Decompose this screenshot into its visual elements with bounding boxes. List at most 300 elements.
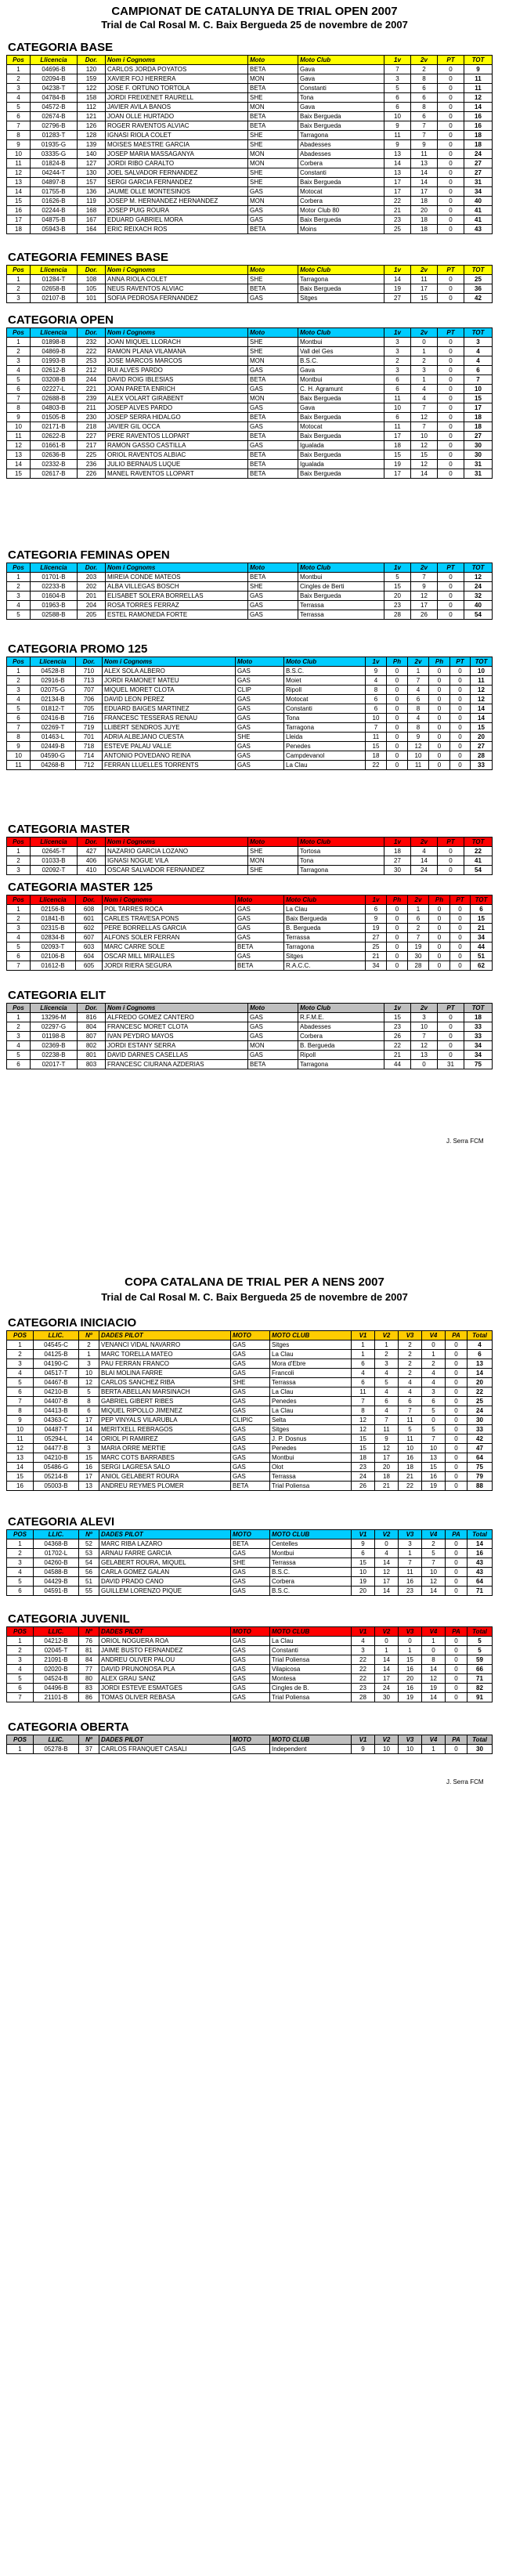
table-row [7, 1397, 493, 1406]
table-cell: 15 [7, 469, 31, 479]
table-cell: 26 [352, 1482, 375, 1491]
table-cell: 01701-B [31, 573, 78, 582]
table-cell: BETA [236, 961, 284, 971]
table-cell: GAS [248, 187, 298, 197]
table-cell: 0 [446, 1637, 467, 1646]
table-row [7, 1558, 493, 1568]
table-cell: 0 [446, 1463, 467, 1472]
table-cell: 02094-B [31, 74, 78, 84]
table-cell: BLAI MOLINA FARRE [99, 1369, 231, 1378]
table-cell: Constanti [298, 168, 384, 178]
table-row [7, 952, 493, 961]
table-cell: 22 [352, 1665, 375, 1674]
table-cell: 79 [467, 1472, 493, 1482]
table-cell: Tarragona [284, 942, 366, 952]
table-cell: 7 [7, 723, 31, 733]
table-cell: 14 [375, 1665, 399, 1674]
table-row [7, 924, 493, 933]
table-cell: GAS [231, 1568, 270, 1577]
table-cell: 0 [429, 733, 450, 742]
table-row [7, 385, 493, 394]
table-cell: 8 [411, 74, 438, 84]
table-cell: 0 [446, 1369, 467, 1378]
table-cell: BETA [248, 65, 298, 74]
table-row [7, 1463, 493, 1472]
table-cell: 9 [366, 914, 387, 924]
table-cell: 03208-B [31, 375, 78, 385]
table-row [7, 112, 493, 121]
table-cell: 6 [411, 93, 438, 103]
table-cell: 64 [467, 1577, 493, 1586]
table-cell: GAS [231, 1435, 270, 1444]
table-cell: 12 [411, 592, 438, 601]
table-cell: MON [248, 150, 298, 159]
table-cell: 0 [450, 933, 471, 942]
table-cell: 230 [78, 413, 106, 422]
table-header-row [7, 1004, 493, 1013]
table-cell: 0 [446, 1435, 467, 1444]
table-cell: 5 [7, 375, 31, 385]
table-cell: 4 [375, 1369, 399, 1378]
table-row [7, 573, 493, 582]
table-cell: 18 [384, 441, 411, 450]
table-cell: 9 [7, 413, 31, 422]
table-cell: Ripoll [298, 1051, 384, 1060]
table-cell: DAVID DARNES CASELLAS [106, 1051, 248, 1060]
table-cell: 0 [446, 1387, 467, 1397]
table-row [7, 1577, 493, 1586]
table-cell: 33 [471, 761, 493, 770]
table-cell: 236 [78, 460, 106, 469]
table-cell: 0 [438, 187, 464, 197]
table-cell: 02171-B [31, 422, 78, 432]
header-cell: Moto Club [298, 1004, 384, 1013]
table-cell: 30 [464, 441, 493, 450]
table-row [7, 1416, 493, 1425]
table-cell: 18 [464, 1013, 493, 1022]
table-cell: 0 [387, 667, 408, 676]
table-cell: 6 [352, 1549, 375, 1558]
table-cell: BETA [248, 469, 298, 479]
table-cell: 27 [384, 294, 411, 303]
table-cell: OSCAR MILL MIRALLES [103, 952, 236, 961]
table-cell: 12 [411, 1041, 438, 1051]
table-cell: 02075-G [31, 686, 76, 695]
table-cell: 21 [384, 1051, 411, 1060]
table-row [7, 294, 493, 303]
header-cell: Nº [79, 1331, 99, 1340]
table-cell: Terrassa [270, 1472, 352, 1482]
table-cell: 16 [7, 1482, 34, 1491]
header-cell: Nom i Cognoms [103, 895, 236, 905]
table-row [7, 215, 493, 225]
table-cell: 9 [411, 582, 438, 592]
table-cell: CLIPIC [231, 1416, 270, 1425]
table-cell: Baix Bergueda [298, 112, 384, 121]
table-row [7, 178, 493, 187]
table-cell: 19 [352, 1577, 375, 1586]
table-row [7, 933, 493, 942]
table-cell: 0 [438, 197, 464, 206]
table-cell: 0 [446, 1406, 467, 1416]
table-cell: 47 [467, 1444, 493, 1453]
table-cell: JOSEP SERRA HIDALGO [106, 413, 248, 422]
table-cell: 34 [464, 1041, 493, 1051]
table-cell: 0 [438, 432, 464, 441]
table-row [7, 74, 493, 84]
table-cell: 608 [76, 905, 103, 914]
table-cell: 136 [78, 187, 106, 197]
table-cell: 8 [7, 403, 31, 413]
table-cell: 14 [375, 1586, 399, 1596]
table-cell: BETA [248, 375, 298, 385]
table-cell: 0 [450, 952, 471, 961]
table-cell: MON [248, 856, 298, 866]
table-cell: 18 [411, 215, 438, 225]
table-cell: 11 [411, 150, 438, 159]
table-cell: JAIME BUSTO FERNANDEZ [99, 1646, 231, 1655]
header-cell: POS [7, 1530, 34, 1539]
table-cell: BETA [248, 432, 298, 441]
table-cell: B.S.C. [284, 667, 366, 676]
table-cell: 01033-B [31, 856, 78, 866]
table-cell: 4 [464, 347, 493, 356]
table-cell: 0 [429, 914, 450, 924]
table-row [7, 1013, 493, 1022]
table-cell: GAS [231, 1463, 270, 1472]
table-cell: 3 [7, 1655, 34, 1665]
header-cell: TOT [464, 1004, 493, 1013]
header-cell: Pos [7, 1004, 31, 1013]
table-cell: EDUARD BAIGES MARTINEZ [103, 704, 236, 714]
table-cell: 30 [464, 450, 493, 460]
table-cell: 803 [78, 1060, 106, 1069]
table-cell: 80 [79, 1674, 99, 1684]
table-cell: 91 [467, 1693, 493, 1702]
table-cell: 0 [438, 347, 464, 356]
table-cell: 04528-B [31, 667, 76, 676]
table-cell: 1 [408, 905, 429, 914]
table-cell: ALEX VOLART GIRABENT [106, 394, 248, 403]
table-cell: 15 [352, 1558, 375, 1568]
header-cell: MOTO CLUB [270, 1627, 352, 1637]
table-cell: 0 [450, 905, 471, 914]
table-cell: 02227-L [31, 385, 78, 394]
table-cell: 88 [467, 1482, 493, 1491]
table-cell: 4 [422, 1369, 446, 1378]
table-cell: BETA [248, 413, 298, 422]
category-title: CATEGORIA ELIT [8, 989, 106, 1002]
table-cell: 1 [7, 65, 31, 74]
table-cell: GAS [231, 1425, 270, 1435]
table-row [7, 394, 493, 403]
table-cell: 0 [446, 1425, 467, 1435]
table-cell: Vall del Ges [298, 347, 384, 356]
table-cell: 71 [467, 1674, 493, 1684]
header-cell: Moto Club [284, 895, 366, 905]
table-cell: Montbui [298, 375, 384, 385]
table-cell: 16 [7, 206, 31, 215]
table-cell: SHE [248, 847, 298, 856]
table-cell: 04238-T [31, 84, 78, 93]
header-cell: TOT [471, 895, 493, 905]
table-cell: 17 [375, 1577, 399, 1586]
table-cell: 0 [438, 74, 464, 84]
table-cell: GAS [236, 667, 284, 676]
table-cell: 10 [384, 112, 411, 121]
table-cell: 8 [411, 103, 438, 112]
table-row [7, 1359, 493, 1369]
table-cell: 8 [7, 733, 31, 742]
table-cell: 76 [79, 1637, 99, 1646]
table-row [7, 284, 493, 294]
table-cell: 02269-T [31, 723, 76, 733]
table-cell: Abadesses [298, 1022, 384, 1032]
table-cell: 0 [429, 933, 450, 942]
table-cell: 140 [78, 150, 106, 159]
table-cell: 0 [387, 761, 408, 770]
table-cell: 02622-B [31, 432, 78, 441]
table-cell: 16 [79, 1463, 99, 1472]
table-cell: 0 [446, 1359, 467, 1369]
table-cell: 02449-B [31, 742, 76, 751]
table-cell: 244 [78, 375, 106, 385]
table-cell: 2 [399, 1359, 422, 1369]
table-cell: B. Bergueda [284, 924, 366, 933]
table-cell: GAS [231, 1693, 270, 1702]
results-table [6, 265, 493, 303]
table-cell: 12 [7, 1444, 34, 1453]
table-cell: JOAN OLLE HURTADO [106, 112, 248, 121]
header-cell: DADES PILOT [99, 1530, 231, 1539]
table-cell: 11 [7, 761, 31, 770]
table-cell: CARLOS JORDA POYATOS [106, 65, 248, 74]
table-cell: 10 [399, 1745, 422, 1754]
table-cell: 203 [78, 573, 106, 582]
table-cell: 14 [411, 168, 438, 178]
table-cell: 227 [78, 432, 106, 441]
table-cell: VENANCI VIDAL NAVARRO [99, 1340, 231, 1350]
table-cell: MARC TORELLA MATEO [99, 1350, 231, 1359]
table-cell: 0 [438, 121, 464, 131]
table-cell: 36 [464, 284, 493, 294]
table-cell: 0 [438, 1022, 464, 1032]
table-cell: 0 [438, 582, 464, 592]
table-cell: 5 [79, 1387, 99, 1397]
table-cell: SHE [236, 733, 284, 742]
header-cell: V1 [352, 1331, 375, 1340]
table-cell: BETA [248, 573, 298, 582]
table-cell: 27 [384, 856, 411, 866]
table-cell: 14 [471, 714, 493, 723]
table-cell: 9 [7, 140, 31, 150]
table-cell: 204 [78, 601, 106, 610]
table-cell: 75 [467, 1463, 493, 1472]
table-cell: JAUME OLLE MONTESINOS [106, 187, 248, 197]
table-row [7, 1387, 493, 1397]
table-cell: 25 [384, 225, 411, 234]
table-cell: 10 [411, 1022, 438, 1032]
table-cell: 1 [79, 1350, 99, 1359]
table-cell: 714 [76, 751, 103, 761]
table-cell: 253 [78, 356, 106, 366]
table-cell: 0 [450, 723, 471, 733]
table-cell: 705 [76, 704, 103, 714]
table-cell: 121 [78, 112, 106, 121]
table-cell: 601 [76, 914, 103, 924]
table-cell: 0 [438, 1013, 464, 1022]
table-cell: 0 [438, 103, 464, 112]
table-cell: 7 [408, 676, 429, 686]
table-cell: 7 [411, 403, 438, 413]
table-cell: 801 [78, 1051, 106, 1060]
table-cell: 28 [352, 1693, 375, 1702]
table-cell: MARC COTS BARRABES [99, 1453, 231, 1463]
table-cell: 33 [464, 1032, 493, 1041]
header-cell: 2v [408, 895, 429, 905]
table-cell: 02092-T [31, 866, 78, 875]
table-cell: 15 [471, 914, 493, 924]
table-cell: 0 [450, 924, 471, 933]
table-cell: ALFREDO GOMEZ CANTERO [106, 1013, 248, 1022]
table-cell: 212 [78, 366, 106, 375]
table-cell: 02244-B [31, 206, 78, 215]
header-cell: 2v [411, 266, 438, 275]
table-row [7, 742, 493, 751]
header-cell: TOT [464, 56, 493, 65]
table-cell: 8 [422, 1655, 446, 1665]
table-cell: 4 [7, 1041, 31, 1051]
table-row [7, 1060, 493, 1069]
table-cell: La Clau [270, 1350, 352, 1359]
table-cell: La Clau [284, 905, 366, 914]
table-cell: GAS [231, 1655, 270, 1665]
table-cell: BERTA ABELLAN MARSINACH [99, 1387, 231, 1397]
table-cell: OSCAR SALVADOR FERNANDEZ [106, 866, 248, 875]
table-cell: 0 [450, 695, 471, 704]
table-header-row [7, 56, 493, 65]
table-cell: R.F.M.E. [298, 1013, 384, 1022]
table-cell: ANDREU REYMES PLOMER [99, 1482, 231, 1491]
table-cell: 9 [375, 1435, 399, 1444]
table-cell: 9 [384, 140, 411, 150]
table-cell: 602 [76, 924, 103, 933]
table-cell: 9 [7, 742, 31, 751]
table-cell: 0 [411, 1060, 438, 1069]
table-cell: GAS [231, 1549, 270, 1558]
table-cell: Gava [298, 366, 384, 375]
table-cell: Terrassa [298, 610, 384, 620]
table-cell: 01604-B [31, 592, 78, 601]
header-cell: LLIC. [34, 1331, 79, 1340]
table-cell: 221 [78, 385, 106, 394]
table-cell: GAS [248, 1022, 298, 1032]
header-cell: Dor. [78, 838, 106, 847]
table-cell: 16 [399, 1684, 422, 1693]
header-cell: Moto Club [298, 266, 384, 275]
table-cell: SOFIA PEDROSA FERNANDEZ [106, 294, 248, 303]
table-cell: 5 [7, 704, 31, 714]
table-cell: 64 [467, 1453, 493, 1463]
table-header-row [7, 1735, 493, 1745]
table-cell: 0 [450, 914, 471, 924]
table-cell: 34 [471, 933, 493, 942]
category-title: CATEGORIA INICIACIO [8, 1316, 137, 1330]
table-cell: 3 [384, 74, 411, 84]
page-subtitle: Trial de Cal Rosal M. C. Baix Bergueda 25 de novembre de 2007 [101, 19, 408, 31]
table-cell: 0 [387, 733, 408, 742]
table-cell: 0 [387, 961, 408, 971]
table-cell: 1 [7, 1340, 34, 1350]
table-cell: 11 [399, 1435, 422, 1444]
table-cell: Baix Bergueda [298, 178, 384, 187]
table-cell: 0 [446, 1586, 467, 1596]
table-cell: 18 [464, 422, 493, 432]
header-cell: Ph [429, 657, 450, 667]
table-cell: GAS [248, 610, 298, 620]
header-cell: Dor. [78, 56, 106, 65]
table-cell: La Clau [270, 1637, 352, 1646]
table-cell: 0 [438, 84, 464, 93]
table-cell: Baix Bergueda [298, 450, 384, 460]
table-cell: 6 [7, 385, 31, 394]
table-cell: 0 [438, 592, 464, 601]
table-cell: 17 [384, 187, 411, 197]
table-cell: 0 [387, 676, 408, 686]
table-cell: 04407-B [34, 1397, 79, 1406]
header-cell: 1v [384, 56, 411, 65]
table-cell: 20 [411, 206, 438, 215]
table-cell: 4 [411, 394, 438, 403]
table-cell: 0 [422, 1340, 446, 1350]
table-cell: GAS [236, 933, 284, 942]
table-cell: GAS [236, 704, 284, 714]
table-cell: Tarragona [298, 1060, 384, 1069]
table-cell: 84 [79, 1655, 99, 1665]
table-cell: SHE [248, 347, 298, 356]
table-cell: 0 [438, 856, 464, 866]
table-cell: 14 [79, 1425, 99, 1435]
header-cell: Moto Club [298, 56, 384, 65]
table-cell: 6 [384, 93, 411, 103]
table-cell: 6 [7, 1387, 34, 1397]
table-cell: GAS [231, 1453, 270, 1463]
table-cell: GAS [231, 1745, 270, 1754]
table-cell: 0 [446, 1577, 467, 1586]
table-cell: 0 [438, 159, 464, 168]
table-cell: Selta [270, 1416, 352, 1425]
table-cell: CARLOS SANCHEZ RIBA [99, 1378, 231, 1387]
table-cell: 17 [375, 1453, 399, 1463]
table-row [7, 610, 493, 620]
table-cell: 27 [366, 933, 387, 942]
table-cell: 15 [366, 742, 387, 751]
table-cell: 10 [375, 1745, 399, 1754]
table-cell: 9 [384, 121, 411, 131]
table-cell: ALBA VILLEGAS BOSCH [106, 582, 248, 592]
category-title: CATEGORIA BASE [8, 41, 114, 54]
table-row [7, 905, 493, 914]
results-table [6, 1330, 493, 1491]
table-cell: 719 [76, 723, 103, 733]
header-cell: Total [467, 1735, 493, 1745]
header-cell: TOT [471, 657, 493, 667]
table-cell: 3 [7, 924, 31, 933]
table-cell: MIQUEL RIPOLLO JIMENEZ [99, 1406, 231, 1416]
table-cell: 04696-B [31, 65, 78, 74]
table-row [7, 676, 493, 686]
table-cell: 04363-C [34, 1416, 79, 1425]
